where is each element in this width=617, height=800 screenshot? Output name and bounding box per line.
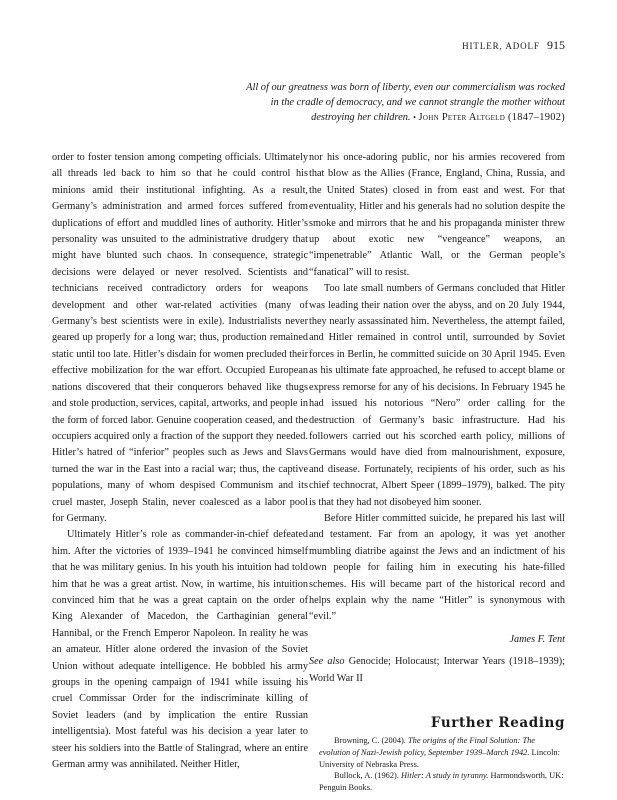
author-signature: James F. Tent xyxy=(509,633,565,645)
bullet-icon: • xyxy=(413,113,416,123)
reference-title: The origins of the Final Solution: The evolution of Nazi-Jewish policy, September 1939–March 1942. xyxy=(319,736,536,757)
left-column xyxy=(52,150,308,773)
further-reading-list xyxy=(309,735,565,793)
paragraph-left-1: order to foster tension among competing officials. Ultimately all threads led back to him so that he could control his minions amid their institutional infighting. As a result, Germany’s administration and armed forces suffered from duplications of effort and muddled lines of authority. Hitler’s personality was unsuited to the administrative drudgery that might have blunted such chaos. In consequence, strategic decisions were delayed or never resolved. Scientists and technicians received contradictory orders for weapons development and other war-related activities (many of Germany’s best scientists were in exile). Industrialists never geared up properly for a long war; thus, production remained static until too late. Hitler’s disdain for women precluded their effective mobilization for the war effort. Occupied European nations discovered that their conquerors behaved like thugs and stole production, services, capital, artworks, and people in the form of forced labor. Genuine cooperation ceased, and the occupiers acquired only a fraction of the support they needed. Hitler’s hatred of “inferior” peoples such as Jews and Slavs turned the war in the East into a racial war; thus, the captive populations, many of whom despised Communism and its cruel master, Joseph Stalin, never coalesced as a labor pool for Germany. xyxy=(52,152,308,524)
epigraph-line-2: in the cradle of democracy, and we cannot strangle the mother without xyxy=(270,97,565,109)
reference-item xyxy=(309,735,565,770)
reference-author: Bullock, A. (1962). xyxy=(334,771,401,781)
reference-title: Hitler: A study in tyranny. xyxy=(401,771,489,781)
further-reading-title: Further Reading xyxy=(430,715,565,731)
paragraph-right-2: Too late small numbers of Germans concluded that Hitler was leading their nation over the abyss, and on 20 July 1944, they nearly assassinated him. Nevertheless, the attempt failed, and Hitler remained in control until, surrounded by Soviet forces in Berlin, he committed suicide on 30 April 1945. Even as his ultimate fate approached, he refused to accept blame or express remorse for any of his decisions. In February 1945 he had issued his notorious “Nero” order calling for the destruction of Germany’s basic infrastructure. Had his followers carried out his scorched earth policy, millions of Germans would have died from malnourishment, exposure, and disease. Fortunately, recipients of his order, such as his chief technocrat, Albert Speer (1899–1979), balked. The pity is that they had not disobeyed him sooner. xyxy=(309,283,565,508)
running-head-title: HITLER, ADOLF xyxy=(462,41,540,51)
reference-publisher: Lincoln: University of Nebraska Press. xyxy=(319,748,560,769)
epigraph xyxy=(165,80,565,126)
reference-publisher: Harmondsworth, UK: Penguin Books. xyxy=(319,771,564,792)
running-head xyxy=(462,38,565,53)
reference-author: Browning, C. (2004). xyxy=(334,736,408,746)
see-also-links: Genocide; Holocaust; Interwar Years (1918–1939); World War II xyxy=(309,656,566,684)
right-column xyxy=(309,150,565,793)
see-also-label: See also xyxy=(309,656,345,668)
reference-item xyxy=(309,770,565,793)
page-number: 915 xyxy=(547,38,565,52)
see-also xyxy=(309,654,565,687)
epigraph-line-3 xyxy=(165,110,565,125)
paragraph-right-1: nor his once-adoring public, nor his armies recovered from that blow as the Allies (France, England, China, Russia, and the United States) closed in from east and west. For that eventuality, Hitler and his generals had no solution despite the smoke and mirrors that he and his propaganda minister threw up about exotic new “vengeance” weapons, an “impenetrable” Atlantic Wall, or the German people’s “fanatical” will to resist. xyxy=(309,152,565,278)
epigraph-line-1: All of our greatness was born of liberty, even our commercialism was rocked xyxy=(246,82,565,93)
paragraph-left-2: Ultimately Hitler’s role as commander-in-chief defeated him. After the victories of 1939–1941 he convinced himself that he was military genius. In his youth his intuition had told him that he was a great artist. Now, in wartime, his intuition convinced him that he was a great captain on the order of King Alexander of Macedon, the Carthaginian general Hannibal, or the French Emperor Napoleon. In reality he was an amateur. Hitler alone ordered the invasion of the Soviet Union without adequate intelligence. He bobbled his army groups in the opening campaign of 1941 while issuing his cruel Commissar Order for the indiscriminate killing of Soviet leaders (and by implication the entire Russian intelligentsia). Most fateful was his decision a year later to steer his soldiers into the Battle of Stalingrad, where an entire German army was annihilated. Neither Hitler, xyxy=(52,529,308,771)
epigraph-attribution: John Peter Altgeld (1847–1902) xyxy=(418,112,565,124)
paragraph-right-3: Before Hitler committed suicide, he prepared his last will and testament. Far from an apology, it was yet another mumbling diatribe against the Jews and an indictment of his own people for failing him in executing his hate-filled schemes. His will became part of the historical record and helps explain why the name “Hitler” is synonymous with “evil.” xyxy=(309,512,565,623)
epigraph-line-3-text: destroying her children. xyxy=(311,112,411,124)
